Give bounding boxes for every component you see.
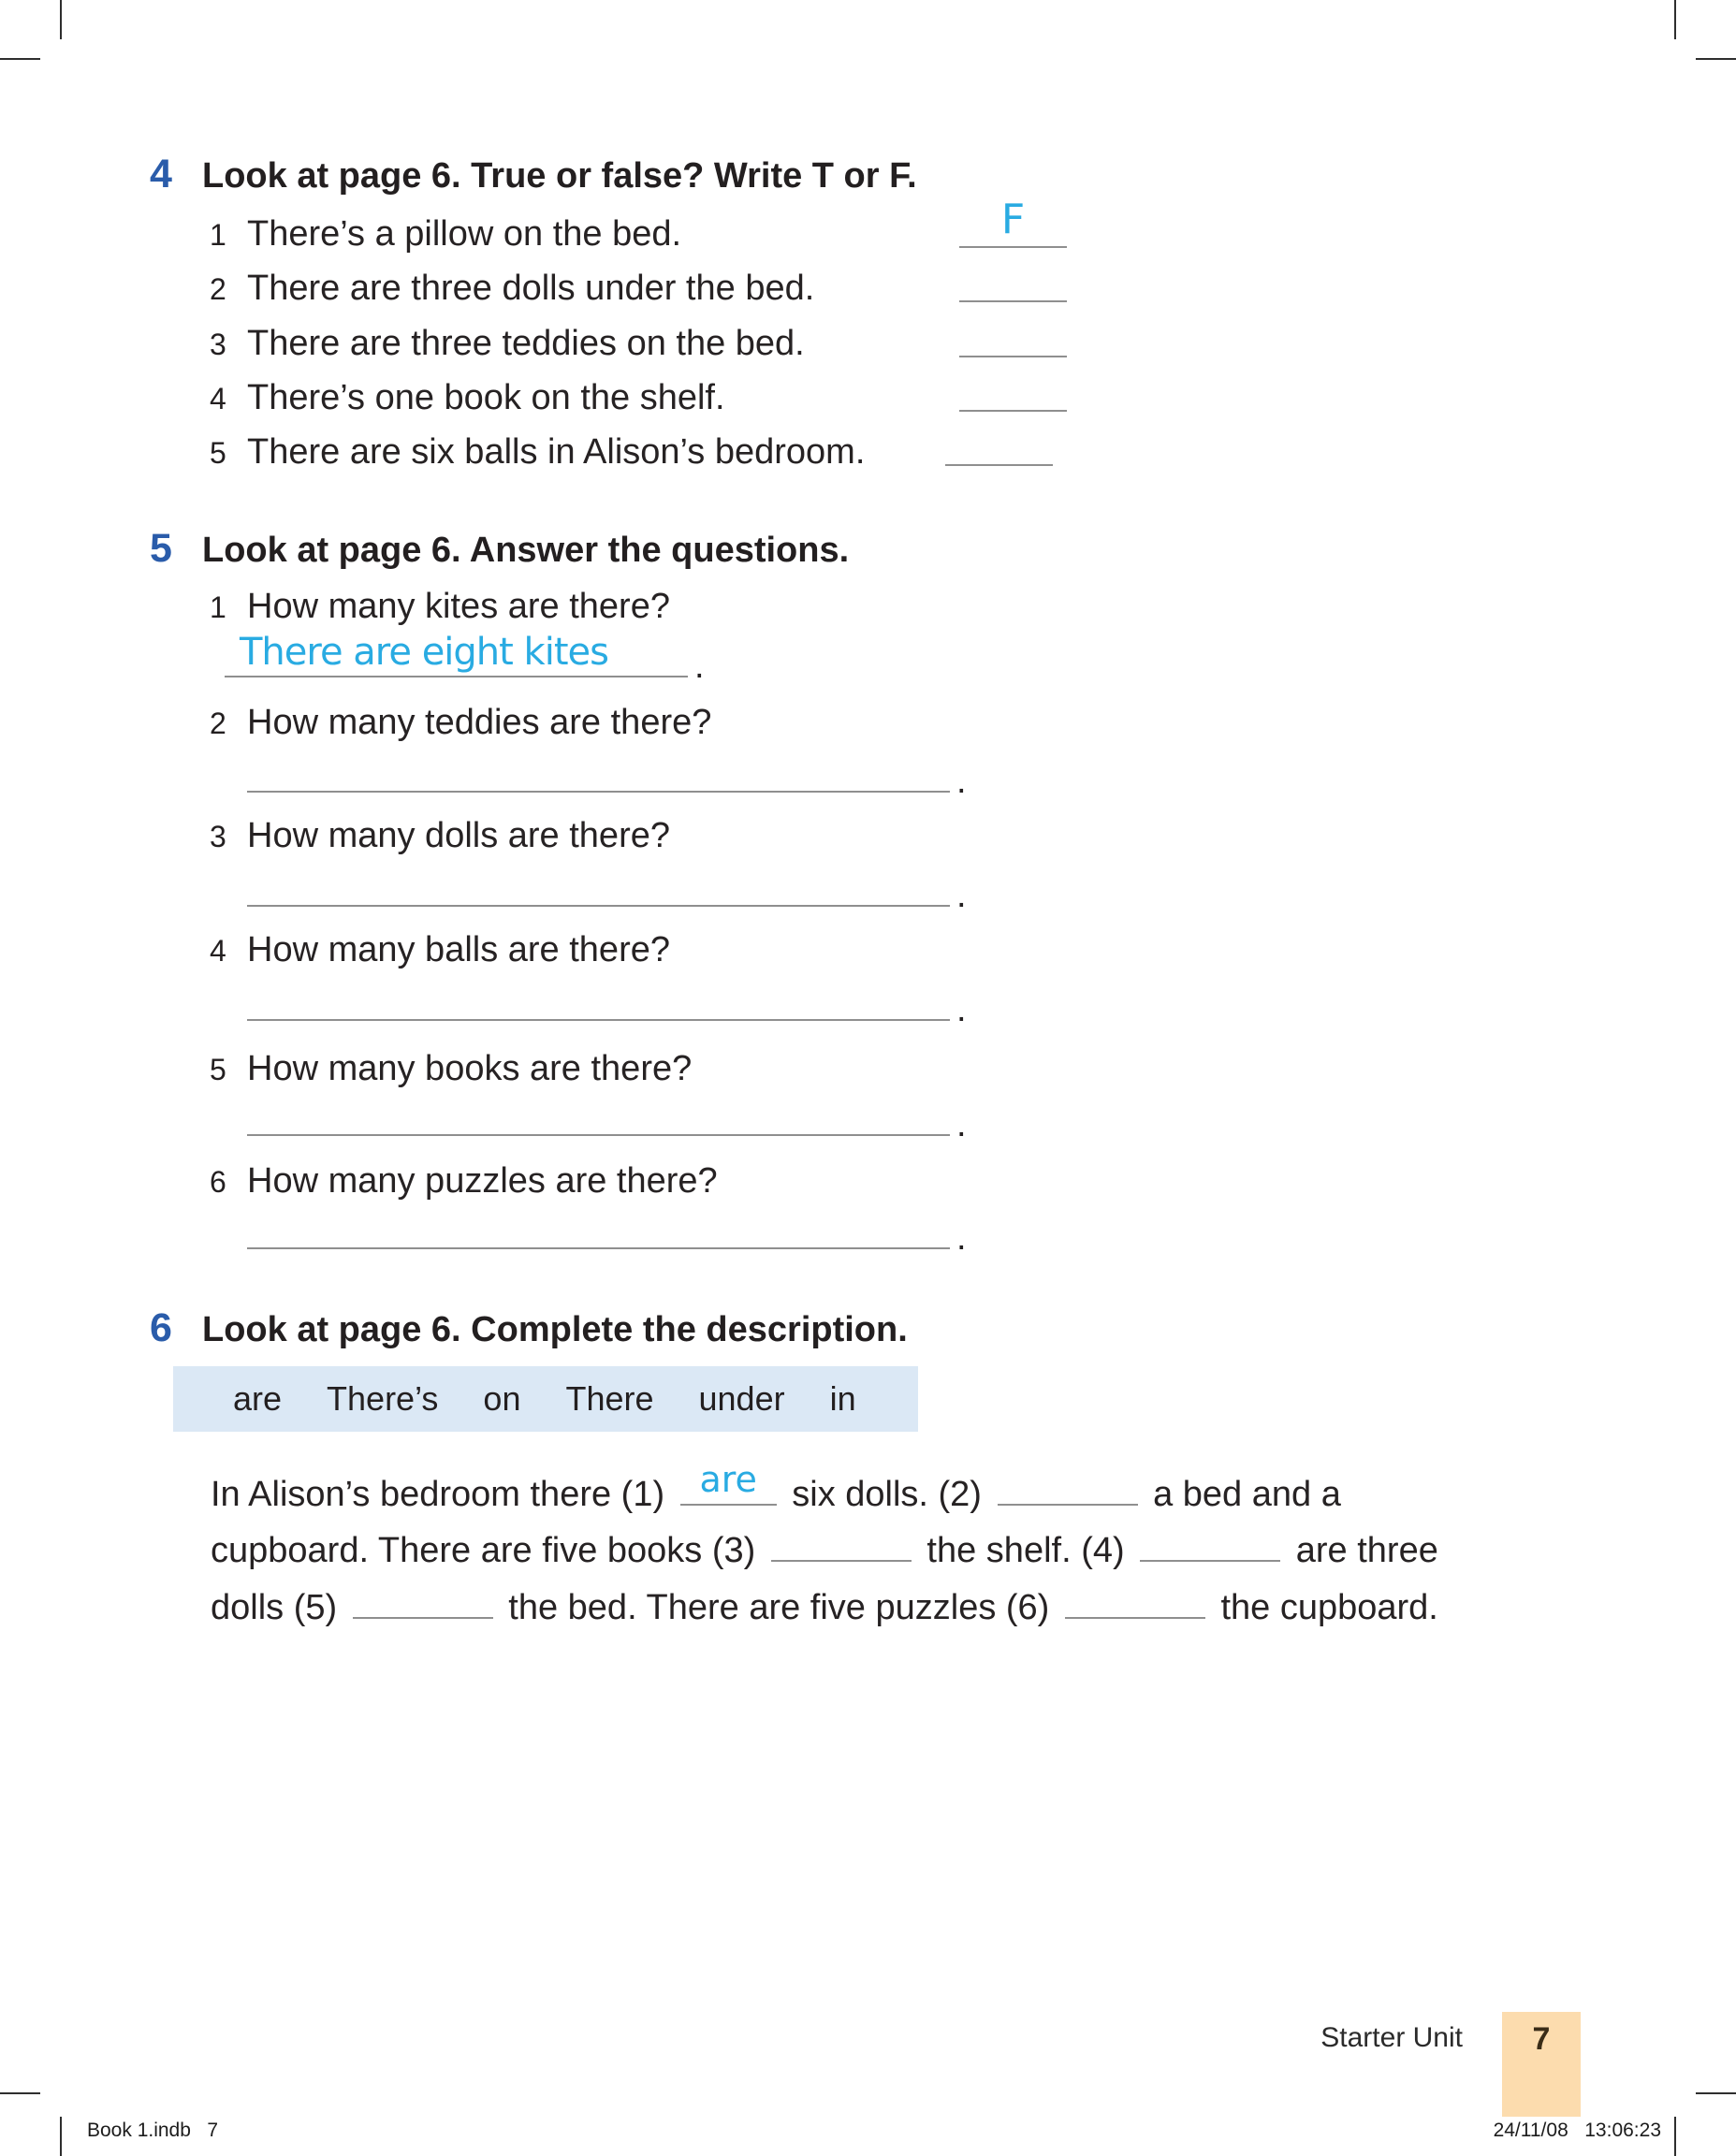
question-number: 2: [210, 707, 226, 740]
crop-mark-top-right-horizontal: [1696, 58, 1736, 60]
question-text: How many dolls are there?: [247, 816, 670, 855]
paragraph-text: are three: [1295, 1531, 1438, 1570]
item-text: There’s one book on the shelf.: [247, 378, 725, 417]
exercise5-question-2: [210, 702, 711, 744]
exercise5-question-6: [210, 1160, 718, 1202]
paragraph-text: dolls (5): [211, 1588, 338, 1627]
item-text: There are three dolls under the bed.: [247, 269, 815, 308]
exercise4-answer-slot-3[interactable]: [959, 314, 1067, 367]
crop-mark-bottom-left-vertical: [60, 2117, 62, 2156]
item-text: There are six balls in Alison’s bedroom.: [247, 432, 866, 472]
exercise5-question-1: [210, 586, 670, 628]
crop-mark-bottom-left-horizontal: [0, 2092, 40, 2094]
question-number: 5: [210, 1053, 226, 1086]
exercise4-item-1: [210, 213, 681, 255]
print-slug-filename: Book 1.indb 7: [87, 2120, 219, 2141]
question-number: 3: [210, 820, 226, 853]
exercise4-item-3: [210, 323, 805, 365]
exercise5-header: [150, 527, 849, 572]
exercise4-answer-slot-5[interactable]: [945, 423, 1053, 475]
crop-mark-bottom-right-horizontal: [1696, 2092, 1736, 2094]
sentence-period: .: [956, 1218, 967, 1258]
fill-blank-3[interactable]: [771, 1554, 912, 1562]
item-number: 3: [210, 328, 226, 361]
paragraph-text: the bed. There are five puzzles (6): [508, 1588, 1050, 1627]
exercise6-number: 6: [150, 1305, 172, 1350]
sentence-period: .: [956, 990, 967, 1029]
word-bank-word: on: [483, 1379, 521, 1418]
crop-mark-bottom-right-vertical: [1674, 2117, 1676, 2156]
question-text: How many puzzles are there?: [247, 1161, 718, 1201]
paragraph-text: six dolls. (2): [792, 1475, 982, 1514]
exercise4-title: Look at page 6. True or false? Write T or F.: [202, 156, 917, 196]
exercise4-answer-slot-2[interactable]: [959, 259, 1067, 312]
handwritten-answer: There are eight kites: [240, 631, 608, 674]
word-bank: [173, 1366, 918, 1432]
paragraph-text: a bed and a: [1153, 1475, 1341, 1514]
crop-mark-top-left-vertical: [60, 0, 62, 39]
crop-mark-top-left-horizontal: [0, 58, 40, 60]
exercise4-answer-slot-4[interactable]: [959, 369, 1067, 421]
paragraph-text: the cupboard.: [1220, 1588, 1438, 1627]
exercise5-answer-line-4[interactable]: [247, 978, 967, 1030]
exercise6-header: [150, 1306, 908, 1351]
item-number: 2: [210, 272, 226, 306]
question-text: How many balls are there?: [247, 930, 670, 969]
print-slug-timestamp: 24/11/08 13:06:23: [1493, 2120, 1661, 2141]
word-bank-word: are: [233, 1379, 283, 1418]
exercise4-item-5: [210, 431, 865, 473]
exercise5-question-4: [210, 929, 670, 971]
description-line-3: [211, 1580, 1438, 1636]
exercise5-question-3: [210, 815, 670, 857]
exercise5-answer-line-1[interactable]: [225, 631, 705, 687]
exercise4-item-4: [210, 377, 725, 419]
word-bank-word: There’s: [327, 1379, 439, 1418]
sentence-period: .: [956, 1105, 967, 1144]
word-bank-word: under: [698, 1379, 785, 1418]
item-number: 1: [210, 218, 226, 252]
exercise4-answer-slot-1[interactable]: [959, 196, 1067, 257]
word-bank-word: There: [565, 1379, 654, 1418]
exercise6-title: Look at page 6. Complete the description.: [202, 1310, 908, 1349]
exercise4-header: [150, 153, 917, 197]
page-number: 7: [1532, 2021, 1551, 2057]
question-text: How many kites are there?: [247, 587, 670, 626]
sentence-period: .: [956, 876, 967, 915]
sentence-period: .: [956, 762, 967, 801]
paragraph-text: In Alison’s bedroom there (1): [211, 1475, 665, 1514]
fill-blank-6[interactable]: [1065, 1611, 1205, 1619]
page-number-tab: [1502, 2012, 1581, 2117]
description-line-2: [211, 1522, 1438, 1579]
exercise5-number: 5: [150, 526, 172, 571]
section-label: Starter Unit: [1320, 2022, 1463, 2053]
sentence-period: .: [694, 647, 705, 686]
exercise4-item-2: [210, 268, 814, 310]
item-text: There’s a pillow on the bed.: [247, 214, 682, 254]
exercise5-answer-line-6[interactable]: [247, 1206, 967, 1259]
fill-blank-5[interactable]: [353, 1611, 493, 1619]
item-text: There are three teddies on the bed.: [247, 324, 805, 363]
word-bank-word: in: [829, 1379, 856, 1418]
crop-mark-top-right-vertical: [1674, 0, 1676, 39]
fill-blank-1[interactable]: [680, 1459, 777, 1506]
paragraph-text: cupboard. There are five books (3): [211, 1531, 756, 1570]
fill-blank-2[interactable]: [998, 1498, 1138, 1506]
item-number: 4: [210, 382, 226, 415]
question-number: 6: [210, 1165, 226, 1199]
fill-blank-4[interactable]: [1140, 1554, 1280, 1562]
exercise5-question-5: [210, 1048, 692, 1090]
question-text: How many books are there?: [247, 1049, 693, 1088]
exercise4-number: 4: [150, 152, 172, 197]
handwritten-answer-F: F: [1000, 196, 1026, 243]
item-number: 5: [210, 436, 226, 470]
description-line-1: [211, 1459, 1341, 1522]
question-number: 1: [210, 590, 226, 624]
exercise5-answer-line-2[interactable]: [247, 750, 967, 802]
exercise5-title: Look at page 6. Answer the questions.: [202, 531, 850, 570]
question-number: 4: [210, 934, 226, 968]
handwritten-answer: are: [699, 1459, 757, 1500]
exercise5-answer-line-5[interactable]: [247, 1093, 967, 1145]
exercise5-answer-line-3[interactable]: [247, 864, 967, 916]
question-text: How many teddies are there?: [247, 703, 712, 742]
paragraph-text: the shelf. (4): [926, 1531, 1125, 1570]
